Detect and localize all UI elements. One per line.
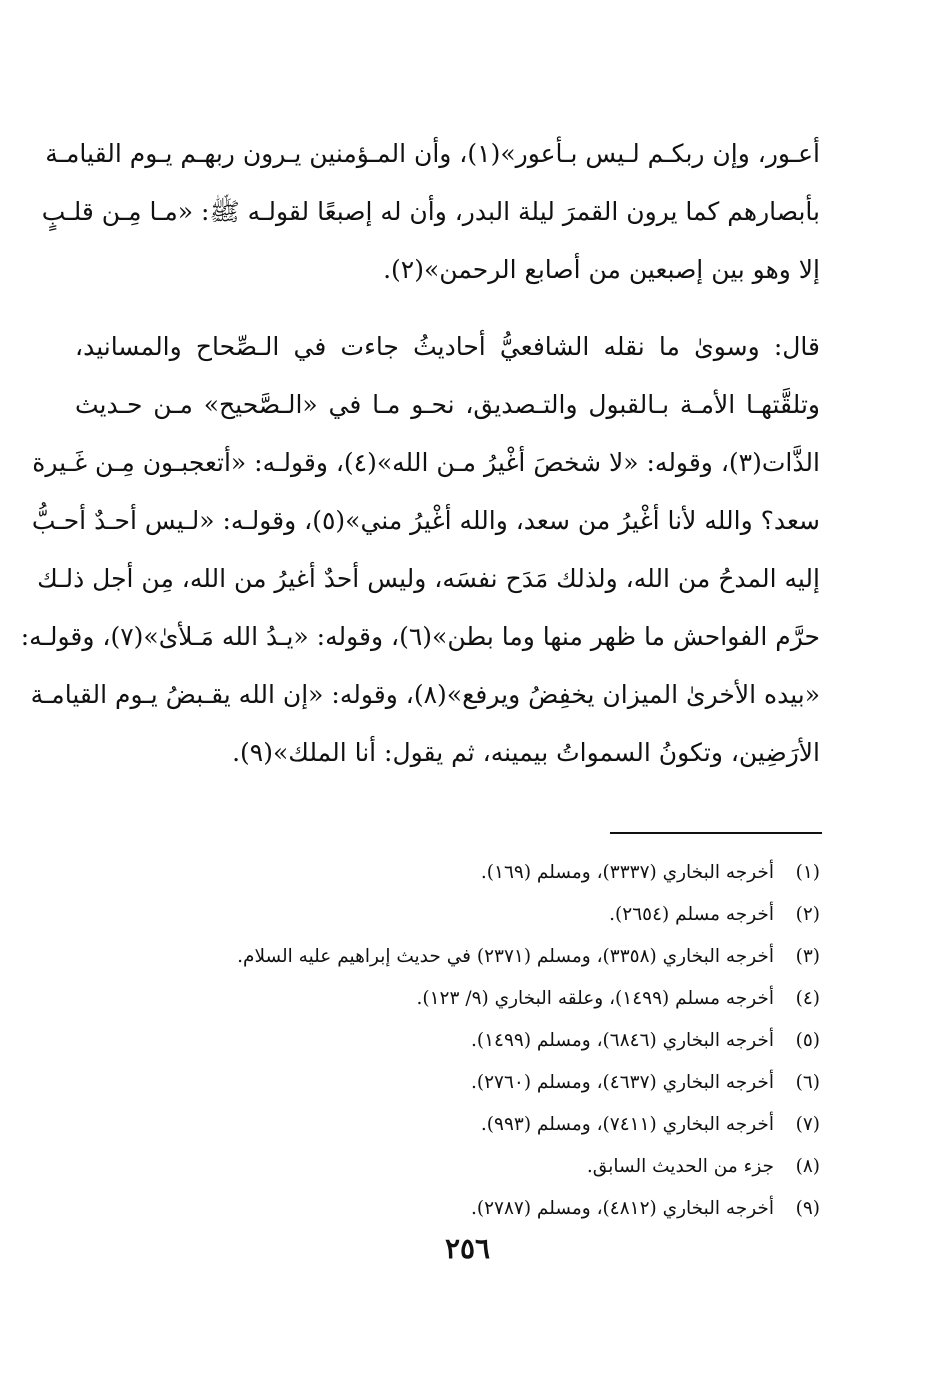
footnote-text: أخرجه البخاري (٣٣٣٧)، ومسلم (١٦٩). (480, 862, 774, 883)
footnote-item (75, 852, 820, 894)
footnote-text: أخرجه البخاري (٤٨١٢)، ومسلم (٢٧٨٧). (470, 1198, 774, 1219)
footnotes (75, 852, 820, 1230)
paragraph-2-line: إليه المدحُ من الله، ولذلك مَدَح نفسَه، وليس أحدٌ أغيرُ من الله، مِن أجل ذلـك (37, 564, 820, 593)
footnote-number: (٨) (795, 1156, 820, 1177)
footnote-separator (610, 832, 822, 834)
paragraph-2-line: الذَّات(٣)، وقوله: «لا شخصَ أغْيرُ مـن الله»(٤)، وقولـه: «أتعجبـون مِـن غَـيرة (32, 448, 820, 477)
paragraph-1 (41, 125, 820, 299)
paragraph-1-line: بأبصارهم كما يرون القمرَ ليلة البدر، وأن له إصبعًا لقولـه ﷺ: «مـا مِـن قلـبٍ (41, 197, 820, 226)
footnote-number: (٣) (795, 946, 820, 967)
footnote-text: أخرجه البخاري (٦٨٤٦)، ومسلم (١٤٩٩). (470, 1030, 774, 1051)
paragraph-1-line: أعـور، وإن ربكـم لـيس بـأعور»(١)، وأن المـؤمنين يـرون ربهـم يـوم القيامـة (45, 139, 820, 168)
footnote-number: (٦) (795, 1072, 820, 1093)
paragraph-2-line: سعد؟ والله لأنا أغْيرُ من سعد، والله أغْيرُ مني»(٥)، وقولـه: «لـيس أحـدٌ أحـبُّ (31, 506, 820, 535)
paragraph-2-line: «بيده الأخرىٰ الميزان يخفِضُ ويرفع»(٨)، وقوله: «إن الله يقـبضُ يـوم القيامـة (30, 680, 820, 709)
footnote-text: أخرجه البخاري (٣٣٥٨)، ومسلم (٢٣٧١) في حديث إبراهيم عليه السلام. (237, 946, 774, 967)
footnote-item (75, 894, 820, 936)
footnote-number: (٢) (795, 904, 820, 925)
footnote-item (75, 936, 820, 978)
footnote-text: أخرجه مسلم (٢٦٥٤). (609, 904, 774, 925)
footnote-item (75, 1062, 820, 1104)
paragraph-2-line: الأرَضِين، وتكونُ السمواتُ بيمينه، ثم يقول: أنا الملك»(٩). (232, 738, 820, 767)
footnote-item (75, 1188, 820, 1230)
footnote-item (75, 1020, 820, 1062)
paragraph-2 (20, 318, 820, 782)
paragraph-2-line: قال: وسوىٰ ما نقله الشافعيُّ أحاديثُ جاءت في الـصِّحاح والمسانيد، (75, 332, 820, 361)
page-number: ٢٥٦ (444, 1232, 491, 1265)
footnote-text: أخرجه مسلم (١٤٩٩)، وعلقه البخاري (٩/ ١٢٣). (416, 988, 774, 1009)
footnote-text: أخرجه البخاري (٤٦٣٧)، ومسلم (٢٧٦٠). (470, 1072, 774, 1093)
footnote-number: (٩) (795, 1198, 820, 1219)
paragraph-2-line: وتلقَّتهـا الأمـة بـالقبول والتـصديق، نحـو مـا في «الـصَّحيح» مـن حـديث (75, 390, 820, 419)
footnote-number: (٥) (795, 1030, 820, 1051)
paragraph-2-line: حرَّم الفواحش ما ظهر منها وما بطن»(٦)، وقوله: «يـدُ الله مَـلأىٰ»(٧)، وقولـه: (20, 622, 820, 651)
footnote-number: (٤) (795, 988, 820, 1009)
footnote-text: أخرجه البخاري (٧٤١١)، ومسلم (٩٩٣). (480, 1114, 774, 1135)
footnote-item (75, 1146, 820, 1188)
paragraph-1-line: إلا وهو بين إصبعين من أصابع الرحمن»(٢). (383, 255, 820, 284)
footnote-text: جزء من الحديث السابق. (586, 1156, 774, 1177)
footnote-item (75, 978, 820, 1020)
footnote-number: (٧) (795, 1114, 820, 1135)
footnote-number: (١) (795, 862, 820, 883)
footnote-item (75, 1104, 820, 1146)
